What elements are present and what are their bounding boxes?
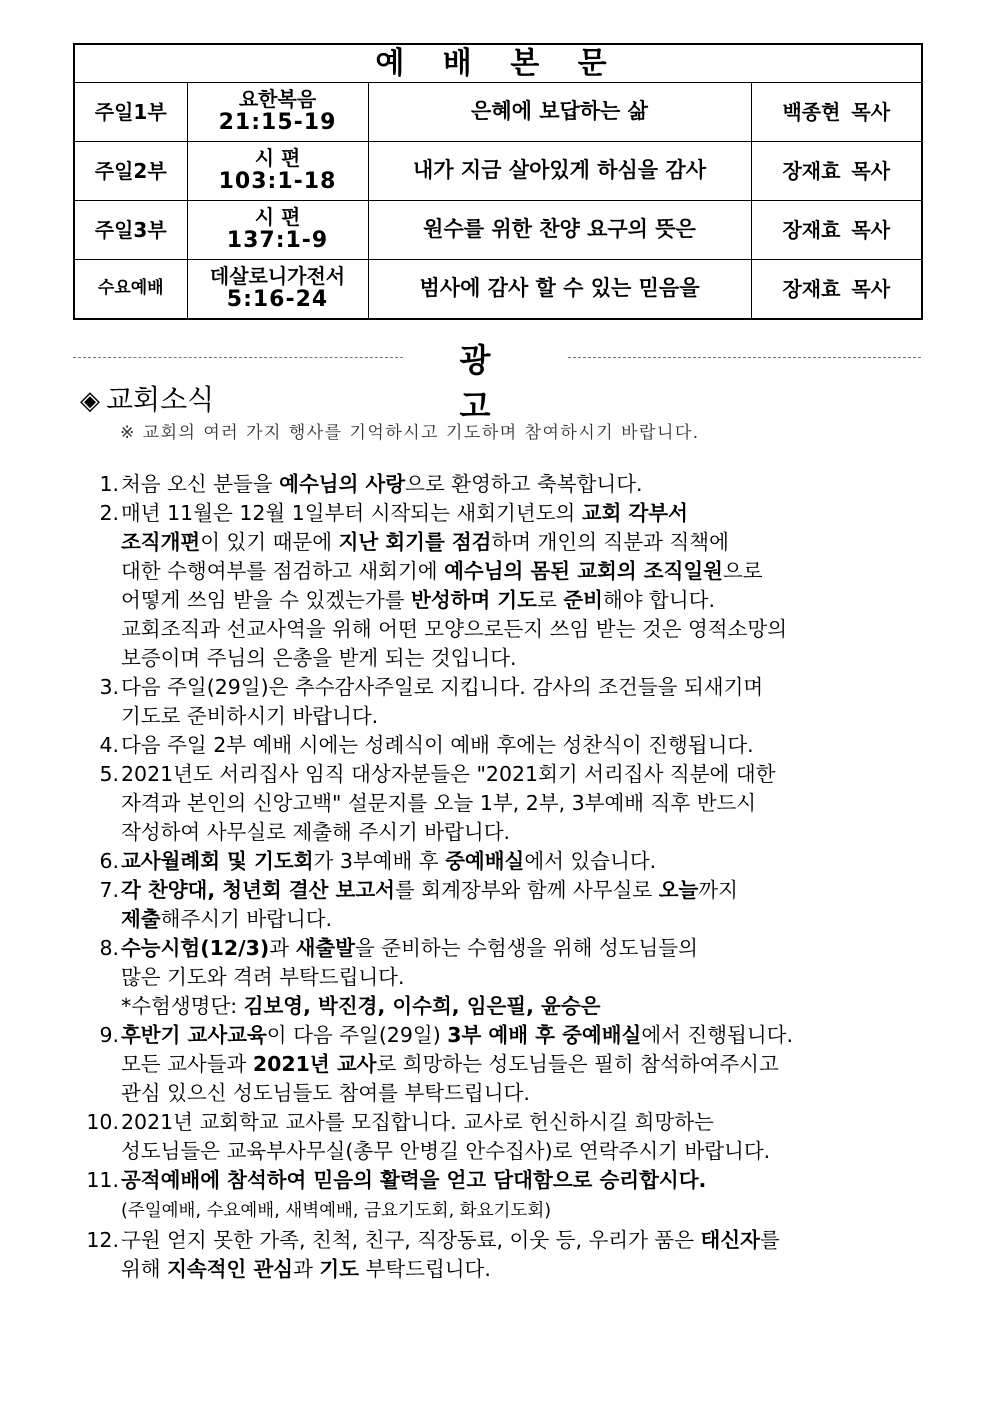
list-item: [73, 1021, 943, 1108]
list-item-text: [121, 731, 943, 760]
body-text: 을 준비하는 수험생을 위해 성도님들의: [354, 936, 698, 960]
emphasis-text: 2021년 교사: [252, 1052, 377, 1076]
emphasis-text: 3부 예배 후 중예배실: [447, 1023, 642, 1047]
body-text: 다음 주일(29일)은 추수감사주일로 지킵니다. 감사의 조건들을 되새기며: [121, 675, 764, 699]
body-text: 부탁드립니다.: [359, 1257, 491, 1281]
announcements-title: 광 고: [459, 341, 517, 425]
scripture: [187, 83, 368, 142]
church-news-note: ※ 교회의 여러 가지 행사를 기억하시고 기도하며 참여하시기 바랍니다.: [120, 423, 700, 443]
emphasis-text: 반성하며 기도: [411, 588, 537, 612]
worship-table-title: 예 배 본 문: [74, 44, 922, 83]
emphasis-text: 수능시험(12/3): [121, 936, 270, 960]
body-text: 2021년도 서리집사 임직 대상자분들은 "2021회기 서리집사 직분에 대한: [121, 762, 776, 786]
list-item-text: [121, 1108, 943, 1166]
service-name: 주일1부: [74, 83, 187, 142]
list-item-number: 2.: [99, 501, 119, 525]
dashed-divider: [568, 357, 921, 358]
worship-row: [74, 260, 922, 320]
list-item-number: 10.: [86, 1110, 119, 1134]
list-item: [73, 847, 943, 876]
worship-row: [74, 142, 922, 201]
scripture-book: 시 편: [254, 146, 301, 171]
body-text: 어떻게 쓰임 받을 수 있겠는가를: [121, 588, 412, 612]
list-item-text: [121, 1226, 943, 1284]
emphasis-text: 김보영, 박진경, 이수희, 임은필, 윤승은: [243, 994, 601, 1018]
body-text: 하며 개인의 직분과 직책에: [491, 530, 729, 554]
list-item-text: [121, 499, 943, 673]
emphasis-text: 각 찬양대, 청년회 결산 보고서: [121, 878, 395, 902]
pastor-name: 백종현 목사: [751, 83, 922, 142]
list-item: [73, 760, 943, 847]
emphasis-text: 제출: [121, 907, 161, 931]
list-item-number: 5.: [99, 762, 119, 786]
body-text: 이 있기 때문에: [200, 530, 339, 554]
list-item: [73, 470, 943, 499]
list-item: [73, 1166, 943, 1226]
list-item-text: [121, 847, 943, 876]
emphasis-text: 지속적인 관심: [167, 1257, 294, 1281]
body-text: 이 다음 주일(29일): [266, 1023, 448, 1047]
list-item: [73, 499, 943, 673]
list-item-number: 9.: [99, 1023, 119, 1047]
emphasis-text: 예수님의 몸된 교회의 조직일원: [444, 559, 723, 583]
body-text: 많은 기도와 격려 부탁드립니다.: [121, 965, 405, 989]
service-name: 주일3부: [74, 201, 187, 260]
body-text: 과: [269, 936, 296, 960]
body-text: 를 회계장부와 함께 사무실로: [394, 878, 659, 902]
list-item: [73, 934, 943, 1021]
scripture-ref: 21:15-19: [218, 109, 337, 135]
list-item-text: [121, 1166, 943, 1226]
pastor-name: 장재효 목사: [751, 142, 922, 201]
body-text: 해주시기 바랍니다.: [160, 907, 333, 931]
emphasis-text: 공적예배에 참석하여 믿음의 활력을 얻고 담대함으로 승리합시다.: [121, 1168, 707, 1192]
sermon-title: 내가 지금 살아있게 하심을 감사: [368, 142, 751, 201]
scripture-book: 시 편: [254, 205, 301, 230]
body-text: 로: [537, 588, 564, 612]
sermon-title: 은혜에 보답하는 삶: [368, 83, 751, 142]
list-item: [73, 731, 943, 760]
worship-table: [73, 43, 923, 320]
list-item-number: 8.: [99, 936, 119, 960]
body-text: *수험생명단:: [121, 994, 244, 1018]
body-text: 가 3부예배 후: [313, 849, 446, 873]
body-text: 관심 있으신 성도님들도 참여를 부탁드립니다.: [121, 1081, 530, 1105]
list-item-text: [121, 876, 943, 934]
body-text: 로 희망하는 성도님들은 필히 참석하여주시고: [376, 1052, 779, 1076]
scripture-ref: 103:1-18: [218, 168, 337, 194]
body-text: 를: [759, 1228, 780, 1252]
scripture-book: 데살로니가전서: [209, 264, 346, 289]
body-text: 모든 교사들과: [121, 1052, 253, 1076]
emphasis-text: 교회 각부서: [581, 501, 688, 525]
list-item-text: [121, 1021, 943, 1108]
body-text: 위해: [121, 1257, 168, 1281]
list-item-text: [121, 470, 943, 499]
list-item-number: 11.: [86, 1168, 119, 1192]
body-text: 까지: [698, 878, 738, 902]
list-item: [73, 1226, 943, 1284]
service-name: 주일2부: [74, 142, 187, 201]
scripture: [187, 142, 368, 201]
body-text: 성도님들은 교육부사무실(총무 안병길 안수집사)로 연락주시기 바랍니다.: [121, 1139, 771, 1163]
body-text: 에서 있습니다.: [524, 849, 657, 873]
list-item-text: [121, 934, 943, 1021]
body-text: 보증이며 주님의 은총을 받게 되는 것입니다.: [121, 646, 517, 670]
body-text: 2021년 교회학교 교사를 모집합니다. 교사로 헌신하시길 희망하는: [121, 1110, 714, 1134]
dashed-divider: [73, 357, 403, 358]
scripture: [187, 260, 368, 320]
body-text: 해야 합니다.: [602, 588, 715, 612]
body-text: 기도로 준비하시기 바랍니다.: [121, 704, 379, 728]
body-text: 처음 오신 분들을: [121, 472, 280, 496]
pastor-name: 장재효 목사: [751, 260, 922, 320]
body-text: 다음 주일 2부 예배 시에는 성례식이 예배 후에는 성찬식이 진행됩니다.: [121, 733, 754, 757]
emphasis-text: 중예배실: [445, 849, 525, 873]
list-item: [73, 1108, 943, 1166]
worship-row: [74, 201, 922, 260]
list-item-number: 6.: [99, 849, 119, 873]
list-item-text: [121, 673, 943, 731]
emphasis-text: 태신자: [700, 1228, 760, 1252]
list-item-number: 4.: [99, 733, 119, 757]
list-item: [73, 673, 943, 731]
worship-row: [74, 83, 922, 142]
body-text: 으로: [722, 559, 763, 583]
list-item-number: 1.: [99, 472, 119, 496]
body-text: 자격과 본인의 신앙고백" 설문지를 오늘 1부, 2부, 3부예배 직후 반드시: [121, 791, 757, 815]
announcement-list: [73, 470, 943, 1284]
body-text: 대한 수행여부를 점검하고 새회기에: [121, 559, 445, 583]
list-item-number: 7.: [99, 878, 119, 902]
service-name: 수요예배: [74, 260, 187, 320]
church-news-label: 교회소식: [106, 383, 215, 416]
emphasis-text: 새출발: [295, 936, 355, 960]
body-text: 교회조직과 선교사역을 위해 어떤 모양으로든지 쓰임 받는 것은 영적소망의: [121, 617, 788, 641]
list-item-text: [121, 760, 943, 847]
church-news-title: [80, 378, 214, 418]
scripture-book: 요한복음: [238, 87, 317, 112]
scripture: [187, 201, 368, 260]
scripture-ref: 5:16-24: [226, 286, 329, 312]
list-item-number: 12.: [86, 1228, 119, 1252]
pastor-name: 장재효 목사: [751, 201, 922, 260]
emphasis-text: 오늘: [658, 878, 699, 902]
body-text: 에서 진행됩니다.: [641, 1023, 793, 1047]
emphasis-text: 지난 회기를 점검: [338, 530, 492, 554]
emphasis-text: 기도: [319, 1257, 360, 1281]
body-text: 으로 환영하고 축복합니다.: [405, 472, 643, 496]
body-text: 구원 얻지 못한 가족, 친척, 친구, 직장동료, 이웃 등, 우리가 품은: [121, 1228, 701, 1252]
scripture-ref: 137:1-9: [226, 227, 329, 253]
sermon-title: 범사에 감사 할 수 있는 믿음을: [368, 260, 751, 320]
emphasis-text: 예수님의 사랑: [279, 472, 406, 496]
emphasis-text: 교사월례회 및 기도회: [121, 849, 314, 873]
sermon-title: 원수를 위한 찬양 요구의 뜻은: [368, 201, 751, 260]
emphasis-text: 준비: [563, 588, 603, 612]
diamond-icon: ◈: [80, 386, 100, 416]
emphasis-text: 조직개편: [121, 530, 201, 554]
body-text: (주일예배, 수요예배, 새벽예배, 금요기도회, 화요기도회): [121, 1201, 552, 1221]
emphasis-text: 후반기 교사교육: [121, 1023, 267, 1047]
body-text: 과: [293, 1257, 320, 1281]
list-item-number: 3.: [99, 675, 119, 699]
body-text: 작성하여 사무실로 제출해 주시기 바랍니다.: [121, 820, 511, 844]
list-item: [73, 876, 943, 934]
body-text: 매년 11월은 12월 1일부터 시작되는 새회기년도의: [121, 501, 582, 525]
